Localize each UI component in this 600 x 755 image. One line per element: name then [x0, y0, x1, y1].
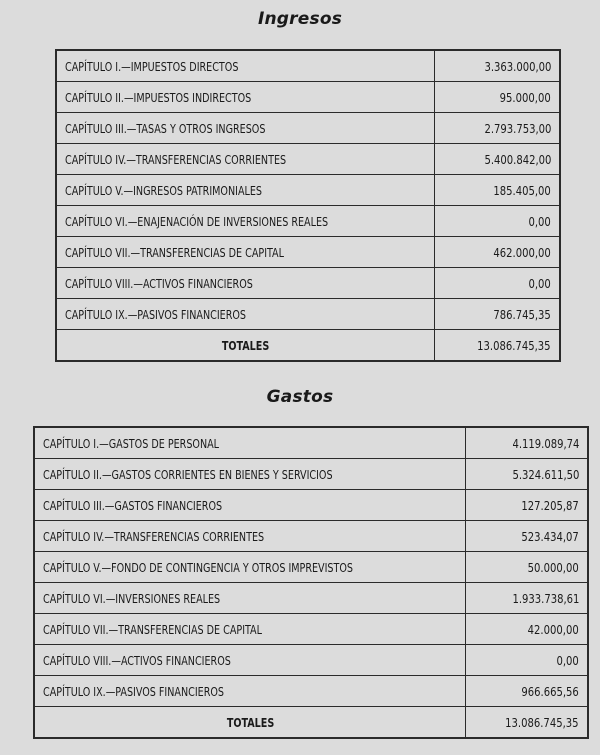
row-amount: 523.434,07: [521, 528, 579, 544]
totals-row: [56, 330, 560, 362]
row-label: CAPÍTULO VIII.—ACTIVOS FINANCIEROS: [43, 652, 231, 668]
row-amount: 786.745,35: [493, 306, 551, 322]
row-amount: 185.405,00: [493, 182, 551, 198]
row-amount: 0,00: [556, 652, 579, 668]
row-amount: 127.205,87: [521, 497, 579, 513]
row-label: CAPÍTULO III.—TASAS Y OTROS INGRESOS: [65, 120, 266, 136]
totals-row: [34, 707, 588, 739]
row-label: CAPÍTULO IV.—TRANSFERENCIAS CORRIENTES: [65, 151, 287, 167]
row-amount: 5.324.611,50: [512, 466, 579, 482]
table-row: [34, 459, 588, 490]
table-row: [34, 645, 588, 676]
row-amount: 2.793.753,00: [484, 120, 551, 136]
table-row: [56, 50, 560, 82]
row-label: CAPÍTULO VII.—TRANSFERENCIAS DE CAPITAL: [65, 244, 284, 260]
row-amount: 5.400.842,00: [484, 151, 551, 167]
table-row: [56, 206, 560, 237]
table-row: [56, 299, 560, 330]
row-label: CAPÍTULO VI.—INVERSIONES REALES: [43, 590, 221, 606]
row-label: CAPÍTULO V.—FONDO DE CONTINGENCIA Y OTROS IMPREVISTOS: [43, 559, 354, 575]
row-label: CAPÍTULO V.—INGRESOS PATRIMONIALES: [65, 182, 263, 198]
table-row: [56, 175, 560, 206]
row-amount: 966.665,56: [521, 683, 579, 699]
table-row: [34, 427, 588, 459]
row-label: CAPÍTULO I.—GASTOS DE PERSONAL: [43, 435, 220, 451]
table-row: [34, 552, 588, 583]
table-row: [34, 490, 588, 521]
row-amount: 1.933.738,61: [512, 590, 579, 606]
gastos-title: Gastos: [266, 387, 334, 407]
gastos-table: [33, 426, 589, 739]
table-row: [56, 82, 560, 113]
table-row: [34, 614, 588, 645]
row-amount: 3.363.000,00: [484, 58, 551, 74]
row-label: CAPÍTULO VI.—ENAJENACIÓN DE INVERSIONES REALES: [65, 213, 329, 229]
table-row: [34, 583, 588, 614]
row-label: CAPÍTULO VIII.—ACTIVOS FINANCIEROS: [65, 275, 253, 291]
row-label: CAPÍTULO IV.—TRANSFERENCIAS CORRIENTES: [43, 528, 265, 544]
row-label: CAPÍTULO II.—IMPUESTOS INDIRECTOS: [65, 89, 252, 105]
row-label: CAPÍTULO II.—GASTOS CORRIENTES EN BIENES Y SERVICIOS: [43, 466, 333, 482]
row-amount: 50.000,00: [527, 559, 579, 575]
table-row: [56, 237, 560, 268]
totals-amount: 13.086.745,35: [505, 714, 579, 730]
row-amount: 42.000,00: [527, 621, 579, 637]
table-row: [34, 521, 588, 552]
table-row: [56, 268, 560, 299]
ingresos-title: Ingresos: [257, 9, 343, 29]
ingresos-table: [55, 49, 561, 362]
totals-amount: 13.086.745,35: [477, 337, 551, 353]
totals-label: TOTALES: [221, 337, 270, 353]
row-amount: 462.000,00: [493, 244, 551, 260]
row-amount: 95.000,00: [499, 89, 551, 105]
row-amount: 0,00: [528, 213, 551, 229]
table-row: [34, 676, 588, 707]
table-row: [56, 144, 560, 175]
row-label: CAPÍTULO III.—GASTOS FINANCIEROS: [43, 497, 223, 513]
row-label: CAPÍTULO IX.—PASIVOS FINANCIEROS: [43, 683, 225, 699]
row-label: CAPÍTULO VII.—TRANSFERENCIAS DE CAPITAL: [43, 621, 262, 637]
table-row: [56, 113, 560, 144]
row-amount: 4.119.089,74: [512, 435, 579, 451]
row-label: CAPÍTULO I.—IMPUESTOS DIRECTOS: [65, 58, 239, 74]
row-amount: 0,00: [528, 275, 551, 291]
totals-label: TOTALES: [226, 714, 274, 730]
row-label: CAPÍTULO IX.—PASIVOS FINANCIEROS: [65, 306, 247, 322]
